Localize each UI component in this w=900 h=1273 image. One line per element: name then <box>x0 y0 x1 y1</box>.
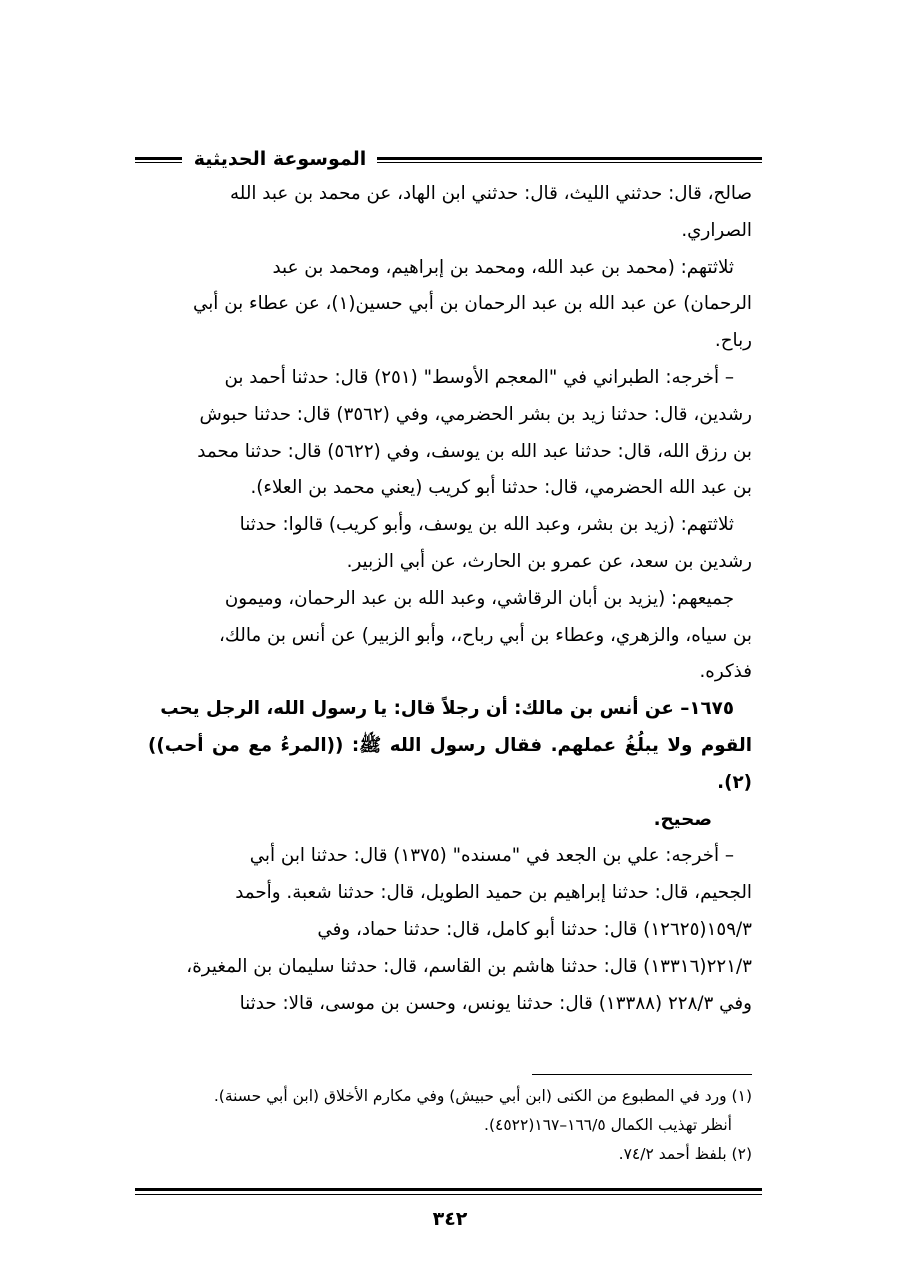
text-line: ١٥٩/٣(١٢٦٢٥) قال: حدثنا أبو كامل، قال: حدثنا حماد، وفي <box>317 918 752 940</box>
text-line: الجحيم، قال: حدثنا إبراهيم بن حميد الطويل، قال: حدثنا شعبة. وأحمد <box>235 882 752 904</box>
text-line: رباح. <box>714 330 752 352</box>
header-title: الموسوعة الحديثية <box>193 148 367 170</box>
text-line: – أخرجه: الطبراني في "المعجم الأوسط" (٢٥١) قال: حدثنا أحمد بن <box>224 366 734 388</box>
text-line: رشدين بن سعد، عن عمرو بن الحارث، عن أبي الزبير. <box>346 550 752 572</box>
header-rule-left <box>135 157 182 163</box>
hadith-grade: صحيح. <box>653 808 712 830</box>
footer-rule <box>135 1188 762 1195</box>
footnote-separator <box>532 1074 752 1075</box>
text-line: رشدين، قال: حدثنا زيد بن بشر الحضرمي، وفي (٣٥٦٢) قال: حدثنا حبوش <box>199 403 752 425</box>
text-line: بن عبد الله الحضرمي، قال: حدثنا أبو كريب (يعني محمد بن العلاء). <box>250 477 752 499</box>
footnotes <box>148 1082 752 1169</box>
hadith-number-line: ١٦٧٥– عن أنس بن مالك: أن رجلاً قال: يا رسول الله، الرجل يحب <box>160 698 734 720</box>
text-line: جميعهم: (يزيد بن أبان الرقاشي، وعبد الله بن عبد الرحمان، وميمون <box>224 587 734 609</box>
page-header <box>135 144 762 174</box>
text-line: فذكره. <box>699 661 752 683</box>
text-line: بن رزق الله، قال: حدثنا عبد الله بن يوسف، وفي (٥٦٢٢) قال: حدثنا محمد <box>197 440 752 462</box>
text-line: الصراري. <box>681 219 752 241</box>
text-line: صالح، قال: حدثني الليث، قال: حدثني ابن الهاد، عن محمد بن عبد الله <box>229 183 752 204</box>
text-line: بن سياه، والزهري، وعطاء بن أبي رباح،، وأبو الزبير) عن أنس بن مالك، <box>218 624 752 646</box>
page-number: ٣٤٢ <box>432 1208 468 1230</box>
footnote-1: (١) ورد في المطبوع من الكنى (ابن أبي حبيش) وفي مكارم الأخلاق (ابن أبي حسنة). <box>213 1087 752 1105</box>
hadith-text-line: القوم ولا يبلُغُ عملهم. فقال رسول الله ﷺ: ((المرءُ مع من أحب)) (٢). <box>148 734 752 793</box>
footnote-1-continued: أنظر تهذيب الكمال ١٦٦/٥–١٦٧(٤٥٢٢). <box>484 1116 732 1134</box>
text-line: الرحمان) عن عبد الله بن عبد الرحمان بن أبي حسين(١)، عن عطاء بن أبي <box>192 293 752 315</box>
footnote-2: (٢) بلفظ أحمد ٧٤/٢. <box>618 1145 752 1163</box>
text-line: ثلاثتهم: (محمد بن عبد الله، ومحمد بن إبراهيم، ومحمد بن عبد <box>272 256 734 278</box>
text-line: وفي ٢٢٨/٣ (١٣٣٨٨) قال: حدثنا يونس، وحسن بن موسى، قالا: حدثنا <box>239 992 752 1014</box>
text-line: – أخرجه: علي بن الجعد في "مسنده" (١٣٧٥) قال: حدثنا ابن أبي <box>249 845 734 867</box>
text-line: ٢٢١/٣(١٣٣١٦) قال: حدثنا هاشم بن القاسم، قال: حدثنا سليمان بن المغيرة، <box>186 955 752 977</box>
text-line: ثلاثتهم: (زيد بن بشر، وعبد الله بن يوسف، وأبو كريب) قالوا: حدثنا <box>239 514 734 536</box>
main-text <box>148 176 752 1022</box>
header-rule-right <box>377 157 762 163</box>
